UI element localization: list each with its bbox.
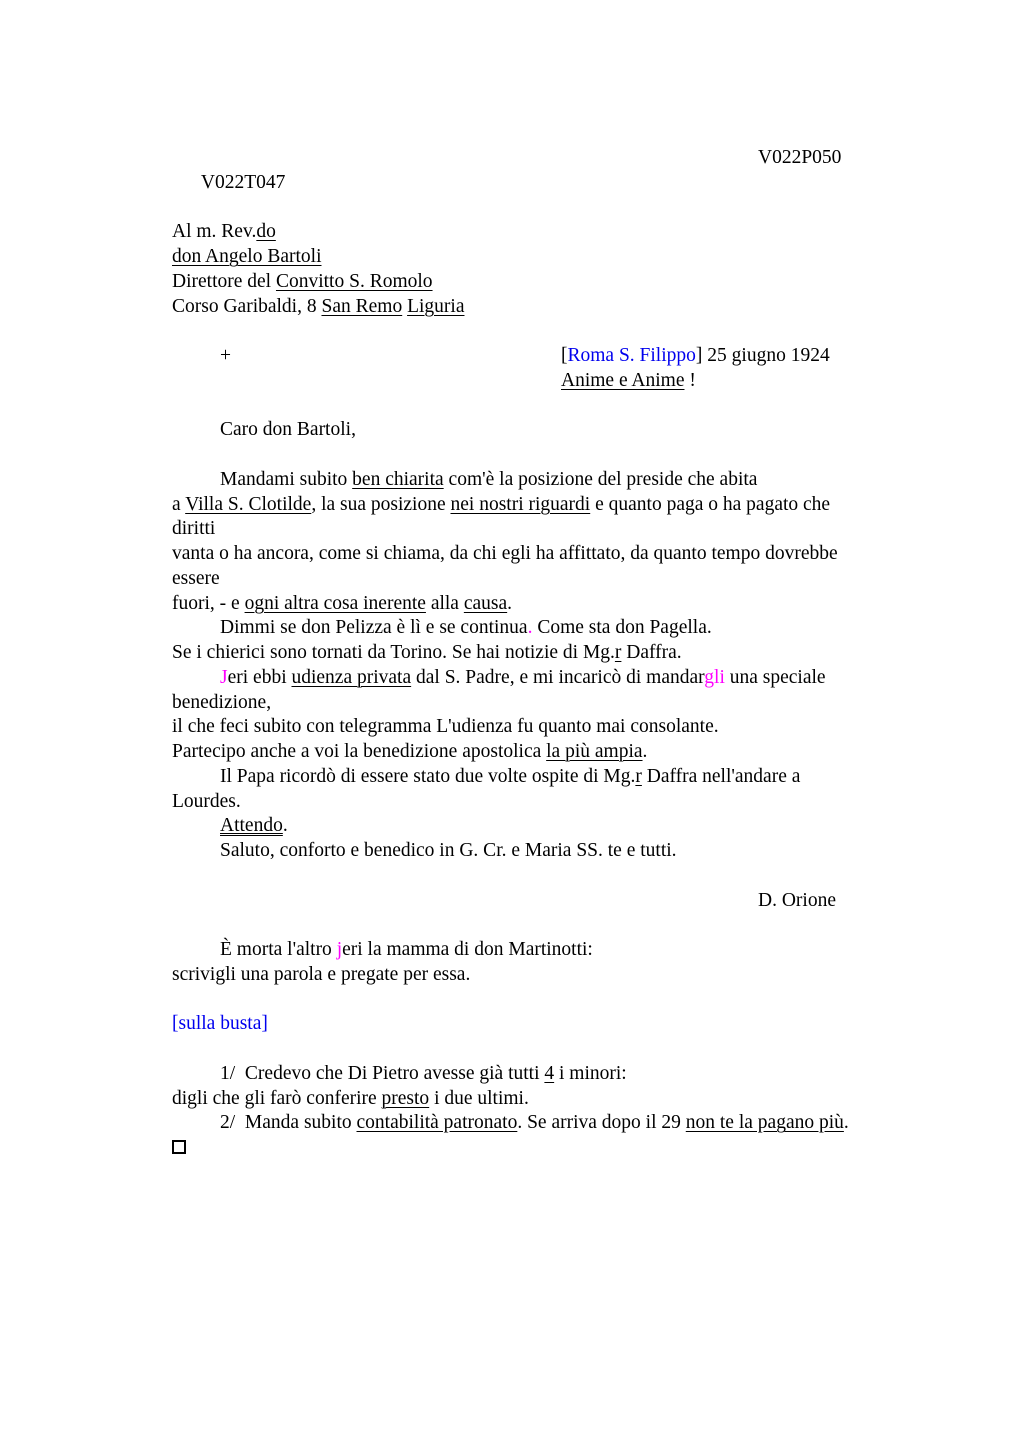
- text-part: [220, 840, 677, 861]
- text-run: Se i chierici sono tornati da Torino. Se hai notizie di Mg.: [172, 642, 615, 663]
- envelope-note-line: [172, 1012, 892, 1037]
- text-run: ogni altra cosa inerente: [244, 592, 426, 614]
- motto-line: [172, 369, 892, 394]
- text-run: alla: [425, 592, 464, 614]
- body-line-10: [172, 691, 892, 716]
- body-line-14: [172, 790, 892, 815]
- text-run: Daffra nell'andare a: [641, 765, 801, 787]
- signature-line: [172, 889, 892, 914]
- text-run: Direttore del: [172, 270, 276, 292]
- text-run: Liguria: [407, 295, 465, 317]
- blank-line: [172, 394, 892, 419]
- text-part: [220, 1112, 849, 1133]
- text-part: [172, 741, 647, 762]
- text-run: presto: [381, 1087, 430, 1109]
- text-part: [172, 791, 241, 812]
- postscript-line-2: [172, 963, 892, 988]
- text-run: Corso Garibaldi, 8: [172, 295, 322, 317]
- text-part: [220, 815, 288, 836]
- text-run: Mandami subito: [220, 468, 353, 490]
- text-run: gli: [704, 666, 725, 688]
- text-run: la più ampia: [546, 741, 643, 762]
- body-line-4: [172, 542, 892, 567]
- text-run: i minori:: [554, 1062, 627, 1084]
- body-line-16: [172, 839, 892, 864]
- text-part: [172, 716, 719, 737]
- place-date: [561, 344, 830, 369]
- recipient-line-4: [172, 295, 892, 320]
- text-part: [172, 568, 220, 589]
- placeholder-square-icon: [172, 1140, 186, 1154]
- text-run: Anime e Anime: [561, 369, 685, 391]
- text-run: . Se arriva dopo il 29: [517, 1112, 686, 1134]
- text-part: [172, 271, 433, 292]
- text-run: una speciale: [724, 666, 826, 688]
- text-run: Saluto, conforto e benedico in G. Cr. e Maria SS. te e tutti.: [220, 840, 677, 861]
- text-part: [220, 766, 800, 787]
- body-line-7: [172, 616, 892, 641]
- motto: [561, 369, 696, 394]
- text-run: non te la pagano più: [685, 1112, 844, 1134]
- text-run: Caro don Bartoli,: [220, 419, 356, 441]
- square-line: [172, 1136, 892, 1161]
- text-run: Convitto S. Romolo: [275, 270, 433, 292]
- text-part: [172, 593, 512, 614]
- text-run: digli che gli farò conferire: [172, 1087, 382, 1109]
- text-run: [: [561, 345, 568, 366]
- text-run: .: [507, 592, 513, 614]
- text-run: È morta l'altro: [220, 939, 337, 960]
- text-part: [172, 494, 830, 515]
- blank-line: [172, 988, 892, 1013]
- text-run: Dimmi se don Pelizza è lì e se continua: [220, 617, 528, 639]
- text-part: [172, 964, 470, 985]
- text-run: ] 25 giugno 1924: [695, 345, 830, 366]
- text-part: [220, 939, 593, 960]
- text-part: [172, 1088, 529, 1109]
- text-run: [sulla busta]: [172, 1013, 268, 1035]
- text-part: [172, 1013, 268, 1034]
- body-line-11: [172, 715, 892, 740]
- text-run: don Angelo Bartoli: [172, 246, 322, 267]
- recipient-line-3: [172, 270, 892, 295]
- body-line-1: [172, 468, 892, 493]
- body-line-5: [172, 567, 892, 592]
- blank-line: [172, 171, 892, 196]
- body-line-3: [172, 517, 892, 542]
- text-run: Villa S. Clotilde: [185, 493, 312, 515]
- text-run: .: [843, 1112, 849, 1134]
- text-run: il che feci subito con telegramma L'udienza fu quanto mai consolante.: [172, 716, 719, 738]
- text-run: e quanto paga o ha pagato che: [590, 493, 831, 515]
- text-part: [172, 692, 271, 713]
- text-run: 1/ Credevo che Di Pietro avesse già tutti: [220, 1062, 545, 1084]
- text-run: Attendo: [220, 815, 283, 837]
- text-run: nei nostri riguardi: [450, 493, 591, 515]
- recipient-line-2: [172, 245, 892, 270]
- text-run: .: [527, 617, 533, 639]
- text-run: eri ebbi: [227, 666, 292, 688]
- text-run: 2/ Manda subito: [220, 1112, 357, 1134]
- text-part: [172, 543, 838, 564]
- text-run: vanta o ha ancora, come si chiama, da chi egli ha affittato, da quanto tempo dovrebbe: [172, 543, 838, 564]
- text-run: Roma S. Filippo: [567, 345, 696, 366]
- text-part: [172, 296, 464, 317]
- signature: [758, 889, 836, 914]
- archive-code-right: V022P050: [758, 147, 842, 168]
- blank-line: [172, 196, 892, 221]
- text-run: D. Orione: [758, 889, 836, 911]
- archive-code-left: V022T047: [200, 171, 286, 193]
- text-run: j: [336, 939, 343, 960]
- body-line-12: [172, 740, 892, 765]
- text-run: Il Papa ricordò di essere stato due volte ospite di Mg.: [220, 765, 636, 787]
- text-run: Daffra.: [621, 642, 682, 663]
- text-part: [172, 246, 322, 267]
- text-run: .: [282, 815, 288, 837]
- text-run: Lourdes.: [172, 790, 241, 812]
- text-run: r: [635, 765, 642, 787]
- blank-line: [172, 319, 892, 344]
- text-run: fuori, - e: [172, 592, 245, 614]
- body-line-6: [172, 592, 892, 617]
- cross-mark: [220, 345, 231, 366]
- text-part: [220, 617, 712, 638]
- text-run: essere: [172, 567, 220, 589]
- text-part: [220, 469, 757, 490]
- postscript-line-1: [172, 938, 892, 963]
- text-part: [172, 518, 215, 539]
- text-run: 4: [544, 1062, 555, 1084]
- text-part: [172, 221, 276, 242]
- body-line-8: [172, 641, 892, 666]
- text-run: causa: [463, 592, 508, 614]
- text-run: i due ultimi.: [429, 1087, 529, 1109]
- blank-line: [172, 864, 892, 889]
- text-run: +: [220, 345, 231, 366]
- text-run: do: [256, 221, 276, 243]
- text-part: [172, 642, 682, 663]
- text-run: San Remo: [321, 295, 403, 317]
- text-run: contabilità patronato: [356, 1112, 518, 1134]
- text-run: .: [642, 741, 648, 762]
- text-run: benedizione,: [172, 691, 272, 713]
- item1-line-2: [172, 1087, 892, 1112]
- item1-line-1: [172, 1062, 892, 1087]
- text-part: [172, 1137, 186, 1158]
- text-run: eri la mamma di don Martinotti:: [342, 939, 593, 960]
- text-run: Come sta don Pagella.: [532, 617, 712, 639]
- text-run: scrivigli una parola e pregate per essa.: [172, 963, 471, 985]
- text-run: Partecipo anche a voi la benedizione apostolica: [172, 741, 547, 762]
- item2-line-1: [172, 1111, 892, 1136]
- body-line-13: [172, 765, 892, 790]
- text-run: r: [614, 642, 622, 663]
- blank-line: [172, 443, 892, 468]
- text-run: dal S. Padre, e mi incaricò di mandar: [411, 666, 705, 688]
- text-run: J: [220, 666, 228, 688]
- text-run: , la sua posizione: [311, 493, 451, 515]
- text-run: a: [172, 493, 186, 515]
- blank-line: [172, 913, 892, 938]
- text-run: !: [684, 369, 696, 391]
- text-run: ben chiarita: [352, 468, 444, 490]
- text-run: com'è la posizione del preside che abita: [443, 468, 758, 490]
- salutation-line: [172, 418, 892, 443]
- date-line: [172, 344, 892, 369]
- text-part: [220, 419, 356, 440]
- text-part: [220, 667, 826, 688]
- body-line-9: [172, 666, 892, 691]
- body-line-2: [172, 493, 892, 518]
- recipient-line-1: [172, 220, 892, 245]
- letter-body: [172, 146, 892, 1161]
- text-run: diritti: [172, 518, 216, 540]
- text-run: Al m. Rev.: [172, 221, 257, 243]
- header-row: [172, 146, 892, 193]
- text-run: udienza privata: [291, 666, 412, 688]
- text-part: [220, 1063, 627, 1084]
- body-line-15: [172, 814, 892, 839]
- blank-line: [172, 1037, 892, 1062]
